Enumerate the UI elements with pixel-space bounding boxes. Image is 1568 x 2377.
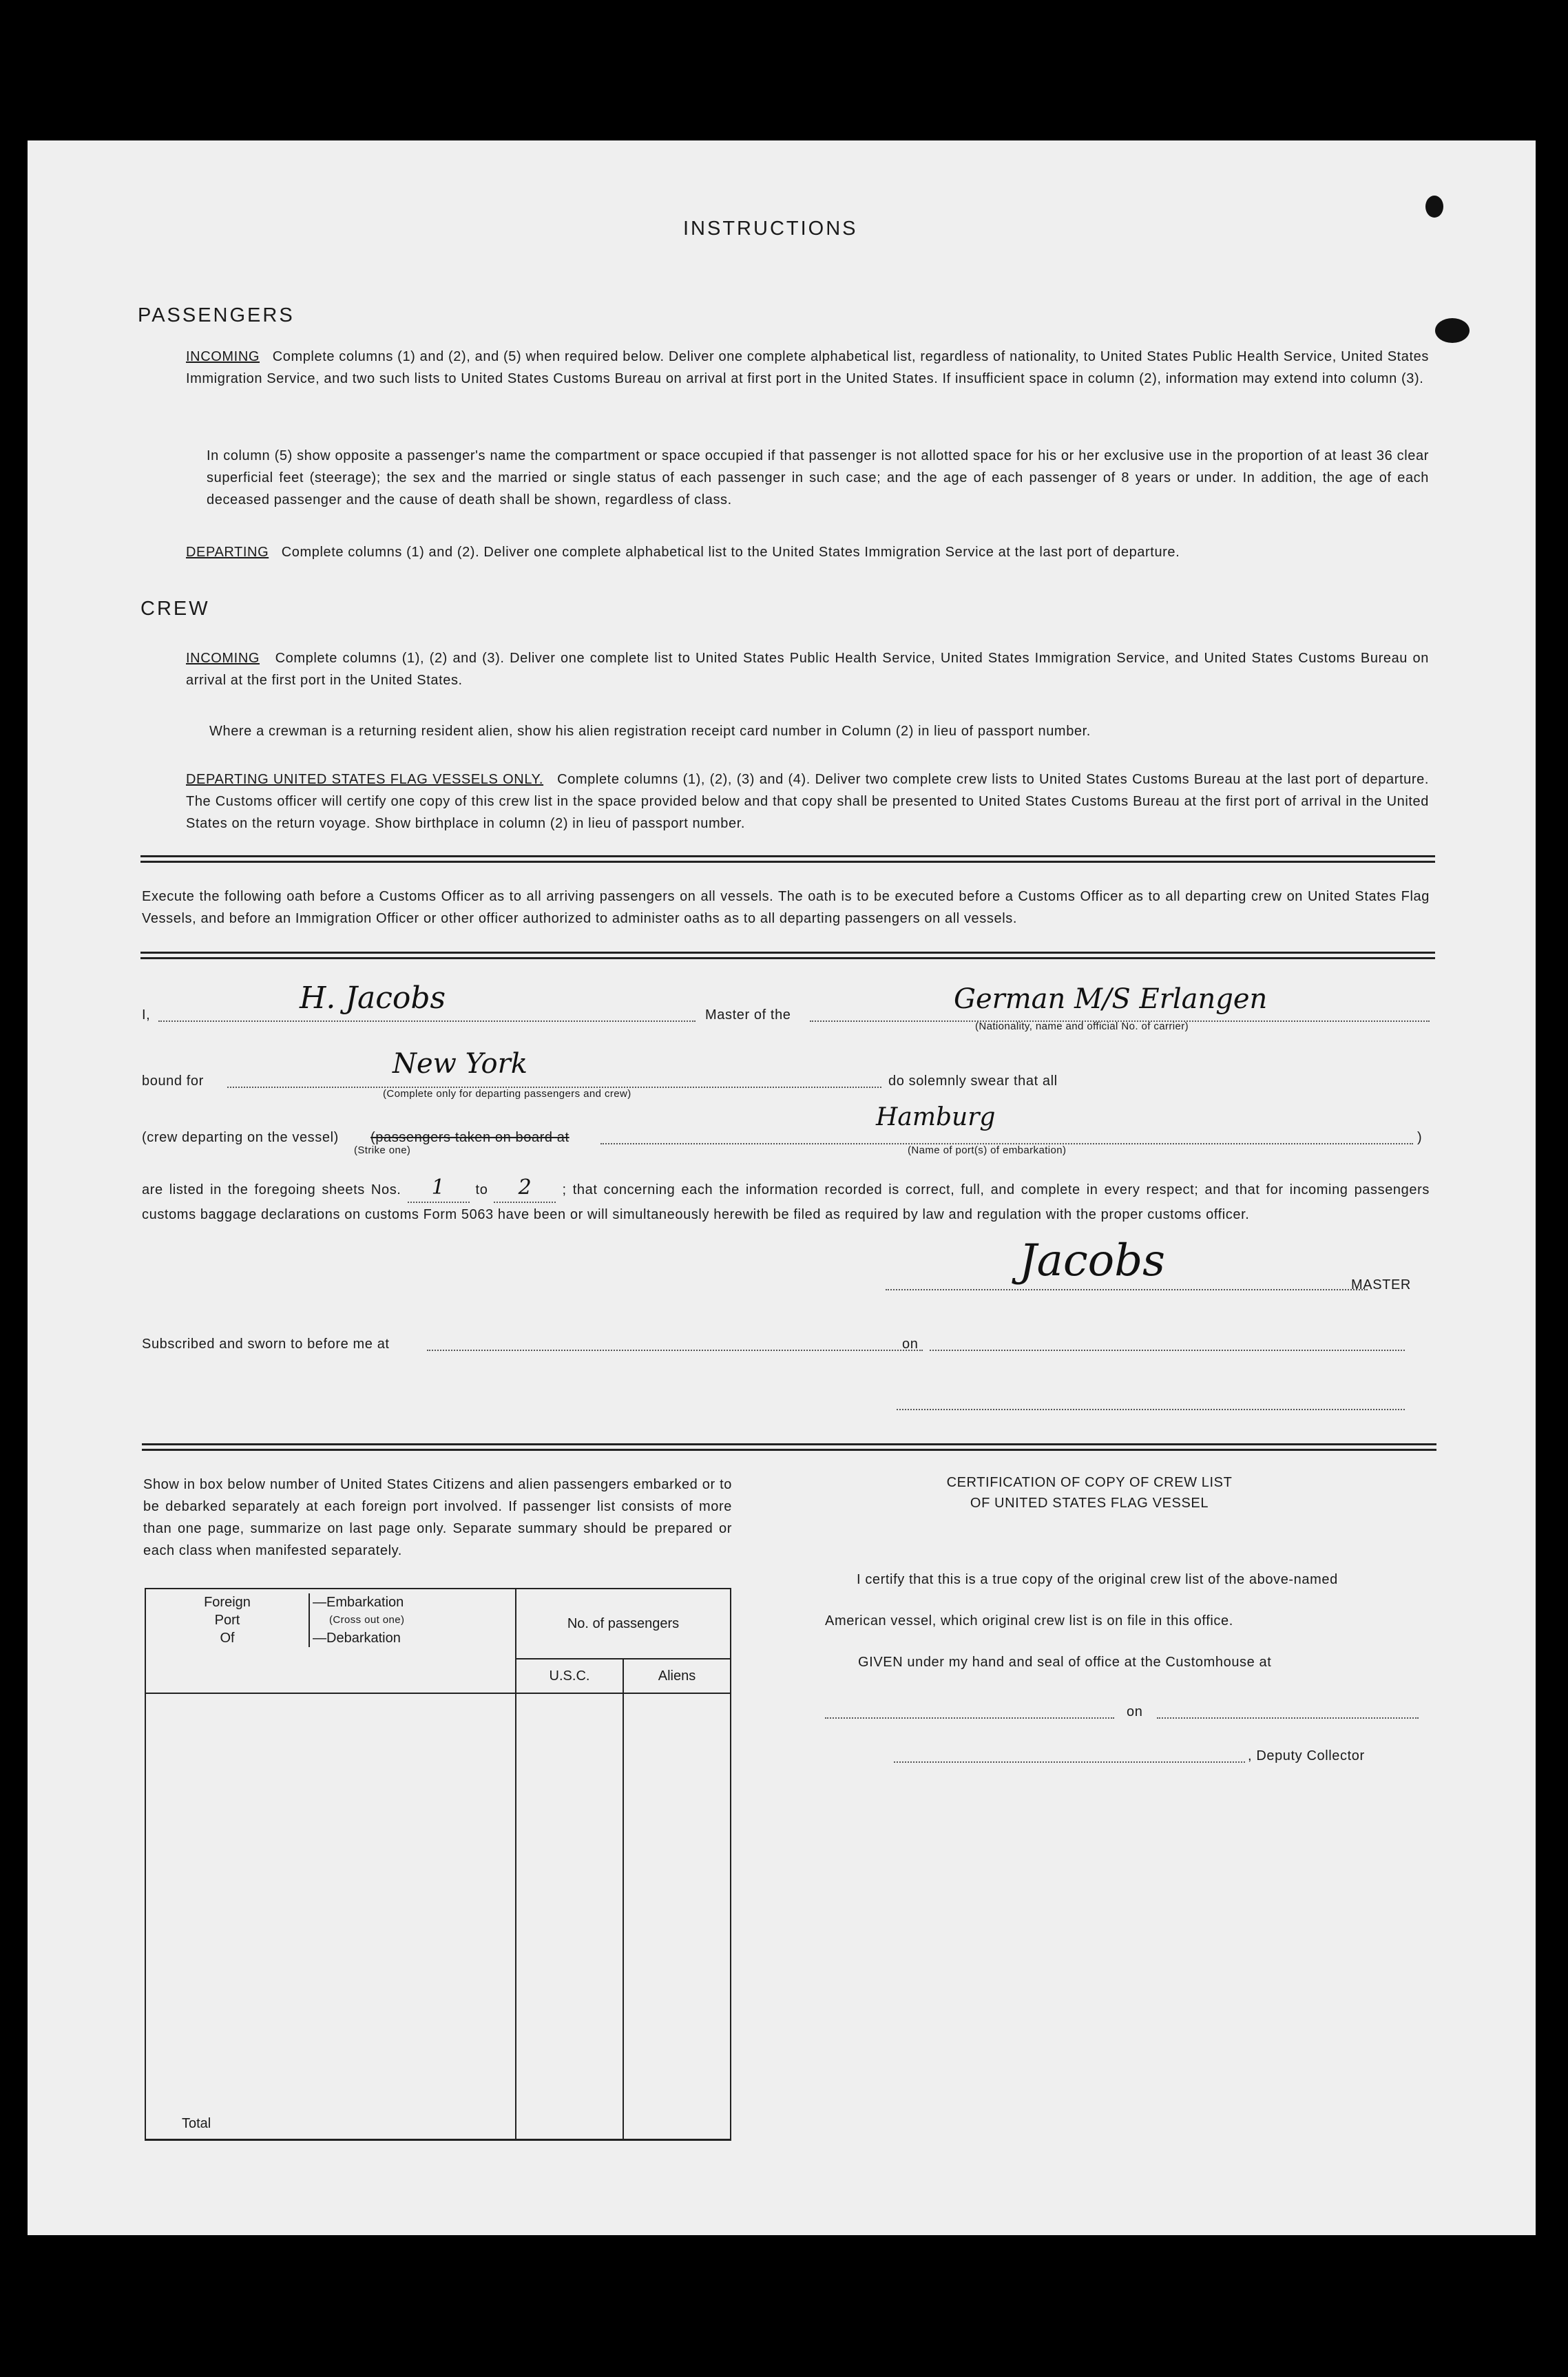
debarkation-label[interactable]: —Debarkation <box>313 1631 401 1646</box>
certification-on-label: on <box>1127 1704 1143 1719</box>
passengers-heading: PASSENGERS <box>138 304 295 326</box>
crew-departing-paragraph <box>186 768 1429 835</box>
master-name-line[interactable] <box>158 1020 696 1022</box>
deputy-collector-label: , Deputy Collector <box>1248 1748 1365 1763</box>
subscribed-date-line[interactable] <box>930 1350 1405 1351</box>
given-line: GIVEN under my hand and seal of office at the Customhouse at <box>858 1655 1272 1670</box>
subscribed-label: Subscribed and sworn to before me at <box>142 1337 390 1352</box>
certification-title-line2: OF UNITED STATES FLAG VESSEL <box>970 1496 1209 1511</box>
crew-incoming-paragraph <box>186 647 1429 691</box>
port-handwriting: Hamburg <box>876 1103 996 1131</box>
crew-departing-label: (crew departing on the vessel) <box>142 1130 339 1145</box>
bound-for-handwriting: New York <box>393 1048 527 1080</box>
instructions-title: INSTRUCTIONS <box>683 218 858 240</box>
listed-rest: ; that concerning each the information recorded is correct, full, and complete in every respect; and that for incoming passengers customs baggage declarations on customs Form 5063 have been or will simultaneously herewith be filed as required by law and regulation with the proper customs officer. <box>142 1182 1430 1222</box>
crew-incoming-text: Complete columns (1), (2) and (3). Deliver one complete list to United States Public Health Service, United States Immigration Service, and United States Customs Bureau on arrival at the first port in the United States. <box>186 651 1429 688</box>
aliens-entries-cell[interactable] <box>623 1693 731 2139</box>
oath-i-label: I, <box>142 1007 151 1023</box>
crew-departing-label: DEPARTING UNITED STATES FLAG VESSELS ONLY. <box>186 772 544 787</box>
crew-departing-text: Complete columns (1), (2), (3) and (4). Deliver two complete crew lists to United States Customs Bureau at the last port of departure. The Customs officer will certify one copy of this crew list in the space provided below and that copy shall be presented to United States Customs Bureau at the first port of arrival in the United States on the return voyage. Show birthplace in column (2) in lieu of passport number. <box>186 772 1429 831</box>
port-entries-cell[interactable] <box>145 1693 516 2139</box>
port-caption: (Name of port(s) of embarkation) <box>908 1144 1067 1156</box>
cross-out-caption: (Cross out one) <box>329 1614 405 1626</box>
aliens-header: Aliens <box>623 1659 731 1693</box>
certification-date-line[interactable] <box>1157 1717 1419 1719</box>
passengers-departing-label: DEPARTING <box>186 545 269 560</box>
port-header <box>145 1589 516 1693</box>
oath-intro: Execute the following oath before a Customs Officer as to all arriving passengers on all vessels. The oath is to be executed before a Customs Officer as to all departing crew on United States Flag Vessels, and before an Immigration Officer or other officer authorized to administer oaths as to all departing passengers on all vessels. <box>142 889 1430 926</box>
crew-heading: CREW <box>140 598 210 620</box>
certification-title-line1: CERTIFICATION OF COPY OF CREW LIST <box>946 1475 1233 1490</box>
passengers-column5-paragraph: In column (5) show opposite a passenger's name the compartment or space occupied if that passenger is not allotted space for his or her exclusive use in the proportion of at least 36 clear superficial feet (steerage); the sex and the married or single status of each passenger in such case; and the age of each passenger of 8 years or under. In addition, the age of each deceased passenger and the cause of death shall be shown, regardless of class. <box>207 448 1429 507</box>
double-rule <box>140 855 1435 863</box>
total-label: Total <box>182 2115 211 2131</box>
double-rule <box>140 952 1435 959</box>
master-name-handwriting: H. Jacobs <box>300 981 446 1016</box>
document-page <box>28 140 1536 2235</box>
deputy-signature-line[interactable] <box>894 1761 1245 1763</box>
foreign-port-of <box>146 1593 309 1647</box>
passengers-departing-text: Complete columns (1) and (2). Deliver one complete alphabetical list to the United States Immigration Service at the last port of departure. <box>281 545 1180 560</box>
passengers-incoming-paragraph <box>186 346 1429 390</box>
certification-title <box>814 1472 1365 1514</box>
passengers-incoming-text: Complete columns (1) and (2), and (5) when required below. Deliver one complete alphabetical list, regardless of nationality, to United States Public Health Service, United States Immigration Service, and two such lists to United States Customs Bureau on arrival at first port in the United States. If insufficient space in column (2), information may extend into column (3). <box>186 349 1429 386</box>
ink-blot <box>1425 196 1443 218</box>
embark-debark-choice <box>309 1593 404 1647</box>
certify-line2: American vessel, which original crew list is on file in this office. <box>825 1613 1233 1629</box>
master-label: MASTER <box>1351 1277 1411 1292</box>
usc-header: U.S.C. <box>516 1659 623 1693</box>
vessel-handwriting: German M/S Erlangen <box>954 983 1268 1015</box>
bound-for-caption: (Complete only for departing passengers and crew) <box>383 1088 631 1100</box>
certify-line1: I certify that this is a true copy of the original crew list of the above-named <box>857 1572 1338 1587</box>
subscribed-place-line[interactable] <box>427 1350 923 1351</box>
vessel-caption: (Nationality, name and official No. of carrier) <box>975 1020 1189 1032</box>
bound-for-label: bound for <box>142 1074 204 1089</box>
foreign-word: Foreign <box>204 1595 251 1610</box>
of-word: Of <box>220 1631 235 1646</box>
passengers-incoming-label: INCOMING <box>186 349 260 364</box>
listed-label: are listed in the foregoing sheets Nos. <box>142 1182 401 1197</box>
embarkation-label[interactable]: —Embarkation <box>313 1595 404 1610</box>
officer-line[interactable] <box>897 1409 1405 1410</box>
listed-paragraph <box>142 1176 1430 1226</box>
sheet-from-handwriting: 1 <box>431 1175 446 1200</box>
sheet-from-field[interactable] <box>408 1176 470 1203</box>
passenger-summary-table <box>145 1588 731 2141</box>
master-of-label: Master of the <box>705 1007 791 1023</box>
ink-blot <box>1435 318 1470 343</box>
to-label: to <box>475 1182 488 1197</box>
strike-caption: (Strike one) <box>354 1144 411 1156</box>
signature-line[interactable] <box>886 1289 1368 1290</box>
close-paren: ) <box>1417 1130 1423 1145</box>
summary-instructions: Show in box below number of United States Citizens and alien passengers embarked or to be debarked separately at each foreign port involved. If passenger list consists of more than one page, summarize on last page only. Separate summary should be prepared or each class when manifested separately. <box>143 1477 732 1558</box>
sheet-to-field[interactable] <box>494 1176 556 1203</box>
passengers-departing-paragraph <box>186 541 1429 563</box>
subscribed-on-label: on <box>902 1337 919 1352</box>
crew-incoming-label: INCOMING <box>186 651 260 666</box>
usc-entries-cell[interactable] <box>516 1693 623 2139</box>
sheet-to-handwriting: 2 <box>518 1175 532 1200</box>
passengers-struck-label: (passengers taken on board at <box>370 1130 569 1145</box>
crew-resident-paragraph: Where a crewman is a returning resident alien, show his alien registration receipt card number in Column (2) in lieu of passport number. <box>209 724 1091 739</box>
double-rule <box>142 1443 1436 1451</box>
master-signature: Jacobs <box>1019 1235 1165 1286</box>
swear-label: do solemnly swear that all <box>888 1074 1058 1089</box>
customhouse-line[interactable] <box>825 1717 1114 1719</box>
port-word: Port <box>214 1613 240 1628</box>
no-passengers-header: No. of passengers <box>516 1589 731 1659</box>
